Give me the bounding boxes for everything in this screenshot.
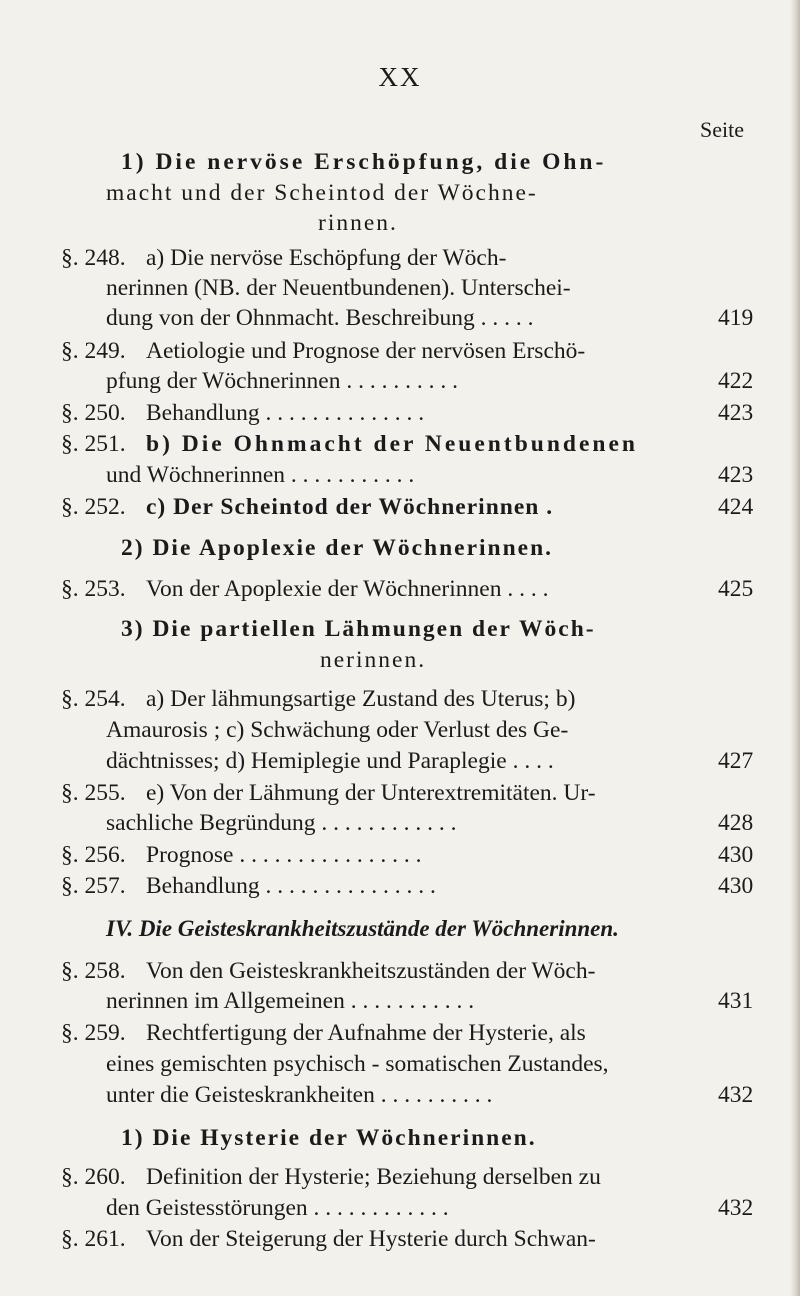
entry-253-line1: Von der Apoplexie der Wöchnerinnen . . . .: [146, 576, 549, 602]
page-edge-shadow: [790, 0, 800, 1296]
entry-257-page: 430: [718, 873, 754, 899]
entry-254-number: §. 254.: [61, 686, 126, 712]
entry-258-number: §. 258.: [61, 958, 126, 984]
entry-259-line2: eines gemischten psychisch - somatischen Zustandes,: [106, 1051, 609, 1077]
entry-251-line2: und Wöchnerinnen . . . . . . . . . . .: [106, 462, 415, 488]
entry-256-number: §. 256.: [61, 842, 126, 868]
entry-254-line1: a) Der lähmungsartige Zustand des Uterus; b): [146, 686, 576, 712]
section-heading-3-line2: nerinnen.: [320, 647, 427, 673]
entry-254-line2: Amaurosis ; c) Schwächung oder Verlust des Ge-: [106, 717, 569, 743]
entry-249-line1: Aetiologie und Prognose der nervösen Erschö-: [146, 338, 586, 364]
section-heading-hysterie: 1) Die Hysterie der Wöchnerinnen.: [121, 1125, 537, 1151]
entry-249-line2: pfung der Wöchnerinnen . . . . . . . . . .: [106, 368, 458, 394]
entry-257-number: §. 257.: [61, 873, 126, 899]
entry-248-line1: a) Die nervöse Eschöpfung der Wöch-: [146, 245, 507, 271]
entry-250-page: 423: [718, 400, 754, 426]
entry-260-line2: den Geistesstörungen . . . . . . . . . . . .: [106, 1195, 449, 1221]
entry-259-number: §. 259.: [61, 1020, 126, 1046]
section-heading-3-line1: 3) Die partiellen Lähmungen der Wöch-: [121, 616, 596, 642]
entry-249-page: 422: [718, 368, 754, 394]
entry-261-line1: Von der Steigerung der Hysterie durch Schwan-: [146, 1226, 596, 1252]
entry-253-number: §. 253.: [61, 576, 126, 602]
entry-254-line3: dächtnisses; d) Hemiplegie und Paraplegie . . . .: [106, 748, 554, 774]
section-heading-1-line3: rinnen.: [318, 210, 398, 236]
entry-260-line1: Definition der Hysterie; Beziehung derselben zu: [146, 1164, 601, 1190]
entry-254-page: 427: [718, 748, 754, 774]
entry-252-page: 424: [718, 494, 754, 520]
entry-248-line3: dung von der Ohnmacht. Beschreibung . . . . .: [106, 305, 534, 331]
entry-251-number: §. 251.: [61, 431, 126, 457]
page-header-roman-numeral: XX: [378, 62, 422, 92]
section-heading-1-line2: macht und der Scheintod der Wöchne-: [106, 180, 538, 206]
entry-256-line1: Prognose . . . . . . . . . . . . . . . .: [146, 842, 422, 868]
entry-259-line1: Rechtfertigung der Aufnahme der Hysterie, als: [146, 1020, 586, 1046]
entry-255-line2: sachliche Begründung . . . . . . . . . . . .: [106, 810, 457, 836]
section-heading-iv: IV. Die Geisteskrankheitszustände der Wöchnerinnen.: [106, 916, 619, 941]
entry-251-page: 423: [718, 462, 754, 488]
entry-249-number: §. 249.: [61, 338, 126, 364]
section-heading-2: 2) Die Apoplexie der Wöchnerinnen.: [121, 535, 554, 561]
entry-251-line1: b) Die Ohnmacht der Neuentbundenen: [146, 431, 638, 457]
entry-257-line1: Behandlung . . . . . . . . . . . . . . .: [146, 873, 436, 899]
entry-258-page: 431: [718, 988, 754, 1014]
entry-252-number: §. 252.: [61, 494, 126, 520]
entry-255-line1: e) Von der Lähmung der Unterextremitäten. Ur-: [146, 780, 596, 806]
entry-248-page: 419: [718, 305, 754, 331]
entry-260-number: §. 260.: [61, 1164, 126, 1190]
entry-261-number: §. 261.: [61, 1226, 126, 1252]
seite-column-label: Seite: [700, 117, 744, 142]
entry-253-page: 425: [718, 576, 754, 602]
entry-258-line2: nerinnen im Allgemeinen . . . . . . . . . . .: [106, 988, 475, 1014]
entry-258-line1: Von den Geisteskrankheitszuständen der Wöch-: [146, 958, 596, 984]
entry-248-number: §. 248.: [61, 245, 126, 271]
entry-252-line1: c) Der Scheintod der Wöchnerinnen .: [146, 494, 554, 520]
entry-259-page: 432: [718, 1082, 754, 1108]
entry-248-line2: nerinnen (NB. der Neuentbundenen). Unterschei-: [106, 275, 571, 301]
entry-260-page: 432: [718, 1195, 754, 1221]
section-heading-1-line1: 1) Die nervöse Erschöpfung, die Ohn-: [121, 149, 607, 175]
entry-255-number: §. 255.: [61, 780, 126, 806]
entry-256-page: 430: [718, 842, 754, 868]
entry-250-line1: Behandlung . . . . . . . . . . . . . .: [146, 400, 425, 426]
entry-250-number: §. 250.: [61, 400, 126, 426]
entry-259-line3: unter die Geisteskrankheiten . . . . . . . . . .: [106, 1082, 493, 1108]
entry-255-page: 428: [718, 810, 754, 836]
